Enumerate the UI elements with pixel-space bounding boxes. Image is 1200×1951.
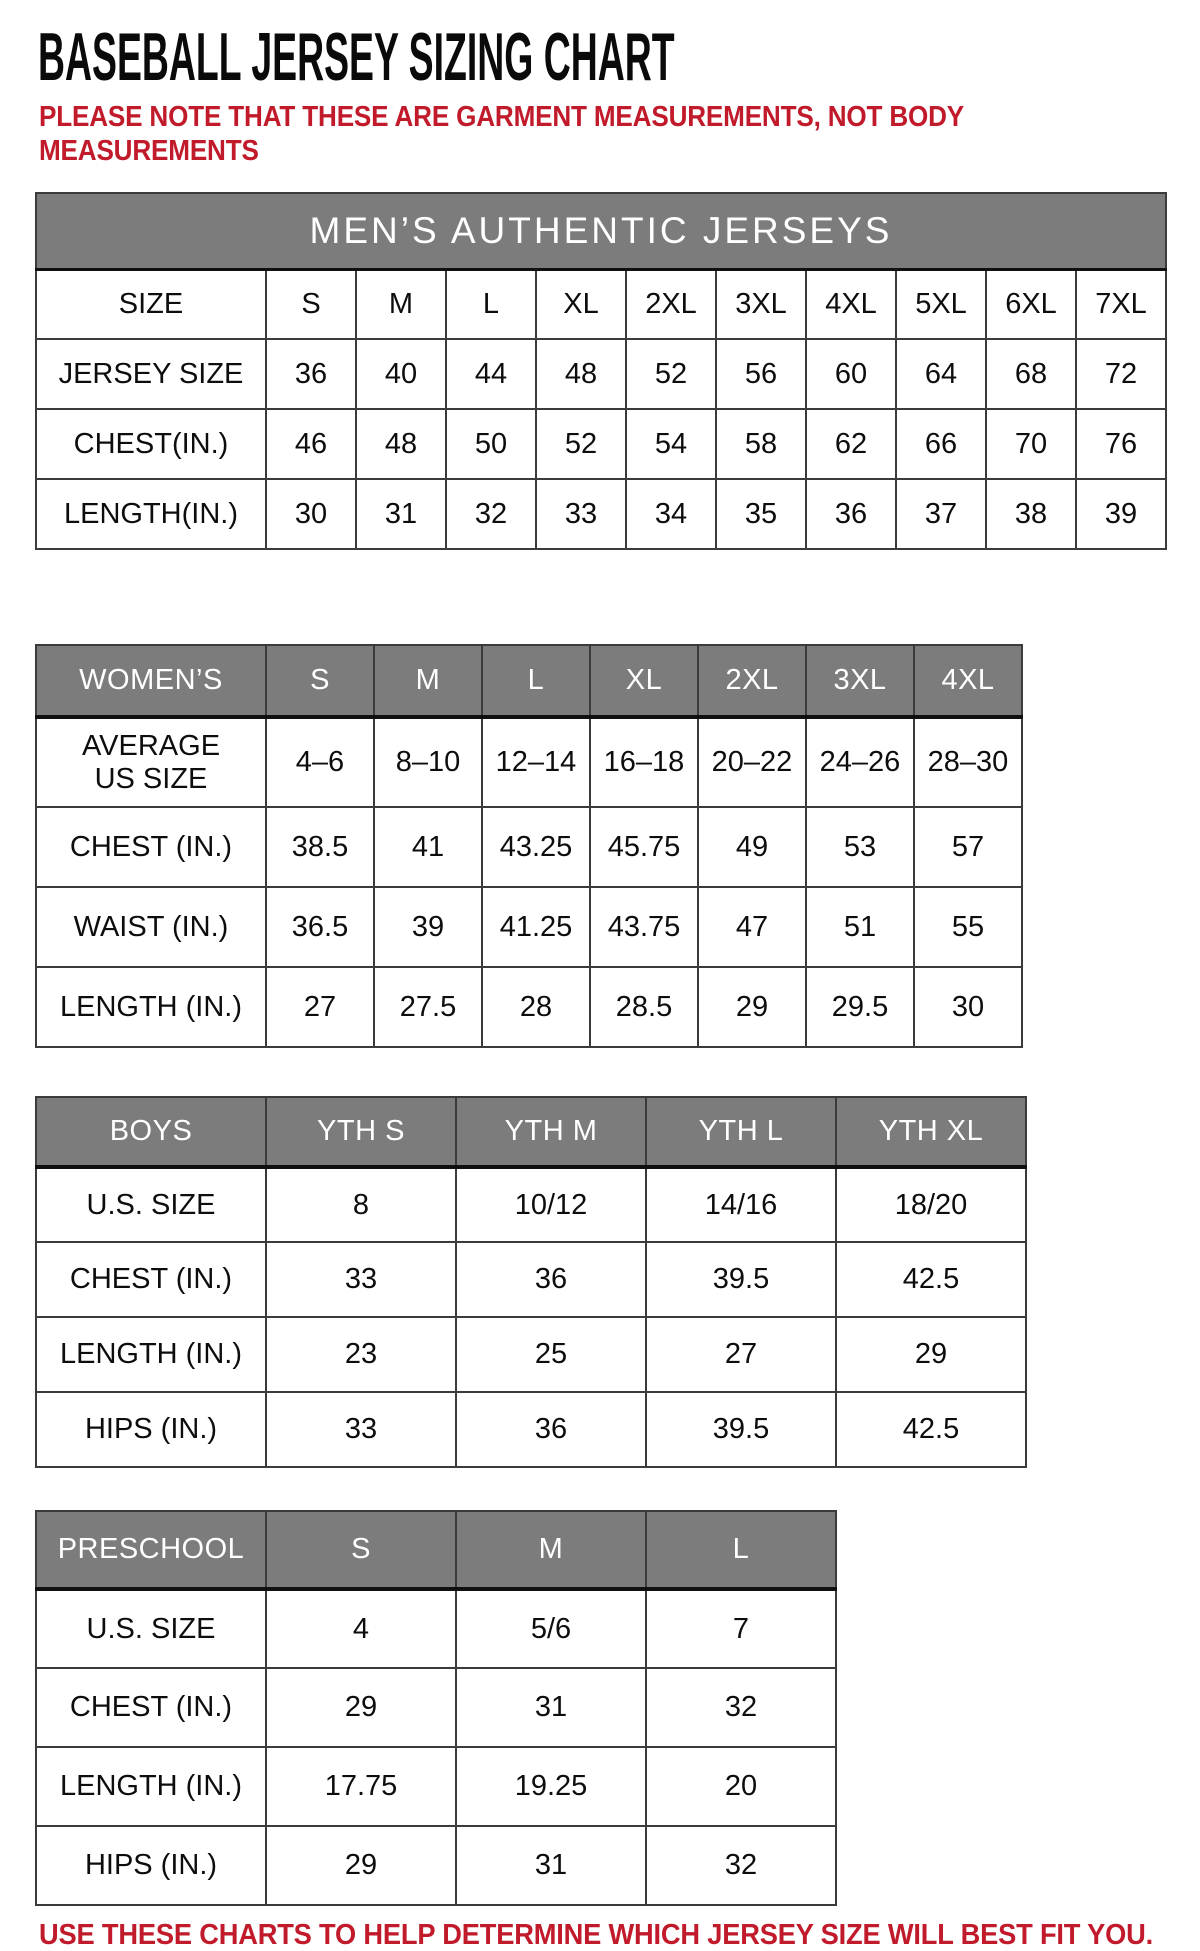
value-cell: 55 xyxy=(914,887,1022,967)
row-label: CHEST (IN.) xyxy=(36,1668,266,1747)
row-label: CHEST (IN.) xyxy=(36,807,266,887)
table-row xyxy=(36,887,1022,967)
value-cell: 40 xyxy=(356,339,446,409)
table-row xyxy=(36,1242,1026,1317)
row-label: U.S. SIZE xyxy=(36,1589,266,1668)
value-cell: 38 xyxy=(986,479,1076,549)
value-cell: 8 xyxy=(266,1167,456,1242)
value-cell: 32 xyxy=(646,1826,836,1905)
value-cell: 34 xyxy=(626,479,716,549)
table-header-label: WOMEN’S xyxy=(36,645,266,717)
value-cell: 39 xyxy=(374,887,482,967)
size-header-cell: S xyxy=(266,1511,456,1589)
value-cell: 41 xyxy=(374,807,482,887)
value-cell: 23 xyxy=(266,1317,456,1392)
mens-banner: MEN’S AUTHENTIC JERSEYS xyxy=(36,193,1166,269)
row-label: LENGTH(IN.) xyxy=(36,479,266,549)
value-cell: M xyxy=(356,269,446,339)
value-cell: 30 xyxy=(914,967,1022,1047)
size-header-cell: M xyxy=(374,645,482,717)
value-cell: 4–6 xyxy=(266,717,374,807)
value-cell: 29 xyxy=(698,967,806,1047)
value-cell: 39.5 xyxy=(646,1242,836,1317)
value-cell: 38.5 xyxy=(266,807,374,887)
value-cell: 64 xyxy=(896,339,986,409)
womens-table xyxy=(35,644,1023,1048)
value-cell: 72 xyxy=(1076,339,1166,409)
table-header-label: PRESCHOOL xyxy=(36,1511,266,1589)
value-cell: 49 xyxy=(698,807,806,887)
table-row xyxy=(36,1097,1026,1167)
row-label: LENGTH (IN.) xyxy=(36,1317,266,1392)
value-cell: 8–10 xyxy=(374,717,482,807)
value-cell: 32 xyxy=(446,479,536,549)
garment-note-line-2: MEASUREMENTS xyxy=(39,135,259,167)
value-cell: 7XL xyxy=(1076,269,1166,339)
value-cell: 62 xyxy=(806,409,896,479)
footer-note: USE THESE CHARTS TO HELP DETERMINE WHICH JERSEY SIZE WILL BEST FIT YOU. xyxy=(39,1919,1154,1951)
value-cell: 27 xyxy=(646,1317,836,1392)
value-cell: 2XL xyxy=(626,269,716,339)
row-label: CHEST (IN.) xyxy=(36,1242,266,1317)
value-cell: 48 xyxy=(536,339,626,409)
value-cell: 48 xyxy=(356,409,446,479)
value-cell: 52 xyxy=(626,339,716,409)
table-row xyxy=(36,479,1166,549)
preschool-table xyxy=(35,1510,837,1906)
row-label: LENGTH (IN.) xyxy=(36,967,266,1047)
row-label: WAIST (IN.) xyxy=(36,887,266,967)
value-cell: 6XL xyxy=(986,269,1076,339)
value-cell: 5XL xyxy=(896,269,986,339)
size-header-cell: L xyxy=(482,645,590,717)
value-cell: 57 xyxy=(914,807,1022,887)
value-cell: 14/16 xyxy=(646,1167,836,1242)
row-label xyxy=(36,717,266,807)
value-cell: S xyxy=(266,269,356,339)
size-header-cell: S xyxy=(266,645,374,717)
value-cell: 7 xyxy=(646,1589,836,1668)
value-cell: 33 xyxy=(266,1392,456,1467)
size-header-cell: YTH XL xyxy=(836,1097,1026,1167)
row-label: CHEST(IN.) xyxy=(36,409,266,479)
value-cell: 12–14 xyxy=(482,717,590,807)
value-cell: 29 xyxy=(836,1317,1026,1392)
table-row xyxy=(36,1826,836,1905)
value-cell: 17.75 xyxy=(266,1747,456,1826)
value-cell: 10/12 xyxy=(456,1167,646,1242)
table-row xyxy=(36,967,1022,1047)
value-cell: 41.25 xyxy=(482,887,590,967)
value-cell: 27 xyxy=(266,967,374,1047)
value-cell: 5/6 xyxy=(456,1589,646,1668)
table-row xyxy=(36,193,1166,269)
value-cell: 16–18 xyxy=(590,717,698,807)
table-row xyxy=(36,1167,1026,1242)
value-cell: 43.25 xyxy=(482,807,590,887)
value-cell: 54 xyxy=(626,409,716,479)
value-cell: 50 xyxy=(446,409,536,479)
value-cell: 60 xyxy=(806,339,896,409)
value-cell: 3XL xyxy=(716,269,806,339)
table-row xyxy=(36,1317,1026,1392)
value-cell: 32 xyxy=(646,1668,836,1747)
value-cell: 36 xyxy=(806,479,896,549)
table-row xyxy=(36,717,1022,807)
size-header-cell: YTH L xyxy=(646,1097,836,1167)
table-row xyxy=(36,1589,836,1668)
value-cell: 53 xyxy=(806,807,914,887)
value-cell: 37 xyxy=(896,479,986,549)
value-cell: 51 xyxy=(806,887,914,967)
value-cell: 44 xyxy=(446,339,536,409)
value-cell: 56 xyxy=(716,339,806,409)
value-cell: 42.5 xyxy=(836,1392,1026,1467)
value-cell: 43.75 xyxy=(590,887,698,967)
size-header-cell: YTH M xyxy=(456,1097,646,1167)
value-cell: 28–30 xyxy=(914,717,1022,807)
size-header-cell: 4XL xyxy=(914,645,1022,717)
value-cell: 36.5 xyxy=(266,887,374,967)
value-cell: 66 xyxy=(896,409,986,479)
garment-note xyxy=(39,100,1084,168)
value-cell: 29.5 xyxy=(806,967,914,1047)
row-label-text: AVERAGE US SIZE xyxy=(81,729,221,795)
value-cell: 4XL xyxy=(806,269,896,339)
value-cell: 19.25 xyxy=(456,1747,646,1826)
value-cell: 24–26 xyxy=(806,717,914,807)
value-cell: 36 xyxy=(456,1392,646,1467)
mens-table xyxy=(35,192,1167,550)
value-cell: 20 xyxy=(646,1747,836,1826)
value-cell: 52 xyxy=(536,409,626,479)
size-header-cell: L xyxy=(646,1511,836,1589)
value-cell: 47 xyxy=(698,887,806,967)
table-row xyxy=(36,269,1166,339)
value-cell: 28 xyxy=(482,967,590,1047)
size-header-cell: M xyxy=(456,1511,646,1589)
table-row xyxy=(36,409,1166,479)
value-cell: 35 xyxy=(716,479,806,549)
row-label: SIZE xyxy=(36,269,266,339)
value-cell: 33 xyxy=(536,479,626,549)
value-cell: 39 xyxy=(1076,479,1166,549)
value-cell: 29 xyxy=(266,1826,456,1905)
value-cell: L xyxy=(446,269,536,339)
table-header-label: BOYS xyxy=(36,1097,266,1167)
boys-table xyxy=(35,1096,1027,1468)
size-header-cell: 2XL xyxy=(698,645,806,717)
value-cell: XL xyxy=(536,269,626,339)
value-cell: 18/20 xyxy=(836,1167,1026,1242)
size-header-cell: 3XL xyxy=(806,645,914,717)
row-label: LENGTH (IN.) xyxy=(36,1747,266,1826)
table-row xyxy=(36,807,1022,887)
value-cell: 36 xyxy=(266,339,356,409)
value-cell: 29 xyxy=(266,1668,456,1747)
garment-note-line-1: PLEASE NOTE THAT THESE ARE GARMENT MEASUREMENTS, NOT BODY xyxy=(39,101,965,133)
table-row xyxy=(36,339,1166,409)
value-cell: 39.5 xyxy=(646,1392,836,1467)
value-cell: 33 xyxy=(266,1242,456,1317)
value-cell: 30 xyxy=(266,479,356,549)
table-row xyxy=(36,645,1022,717)
value-cell: 76 xyxy=(1076,409,1166,479)
row-label: JERSEY SIZE xyxy=(36,339,266,409)
table-row xyxy=(36,1511,836,1589)
row-label: HIPS (IN.) xyxy=(36,1826,266,1905)
value-cell: 46 xyxy=(266,409,356,479)
value-cell: 27.5 xyxy=(374,967,482,1047)
value-cell: 4 xyxy=(266,1589,456,1668)
value-cell: 68 xyxy=(986,339,1076,409)
row-label: U.S. SIZE xyxy=(36,1167,266,1242)
value-cell: 31 xyxy=(456,1826,646,1905)
value-cell: 45.75 xyxy=(590,807,698,887)
value-cell: 25 xyxy=(456,1317,646,1392)
table-row xyxy=(36,1747,836,1826)
page-title: BASEBALL JERSEY SIZING CHART xyxy=(38,19,675,95)
value-cell: 31 xyxy=(456,1668,646,1747)
value-cell: 31 xyxy=(356,479,446,549)
table-row xyxy=(36,1392,1026,1467)
value-cell: 58 xyxy=(716,409,806,479)
value-cell: 28.5 xyxy=(590,967,698,1047)
value-cell: 42.5 xyxy=(836,1242,1026,1317)
value-cell: 20–22 xyxy=(698,717,806,807)
value-cell: 70 xyxy=(986,409,1076,479)
size-header-cell: YTH S xyxy=(266,1097,456,1167)
size-header-cell: XL xyxy=(590,645,698,717)
value-cell: 36 xyxy=(456,1242,646,1317)
table-row xyxy=(36,1668,836,1747)
row-label: HIPS (IN.) xyxy=(36,1392,266,1467)
